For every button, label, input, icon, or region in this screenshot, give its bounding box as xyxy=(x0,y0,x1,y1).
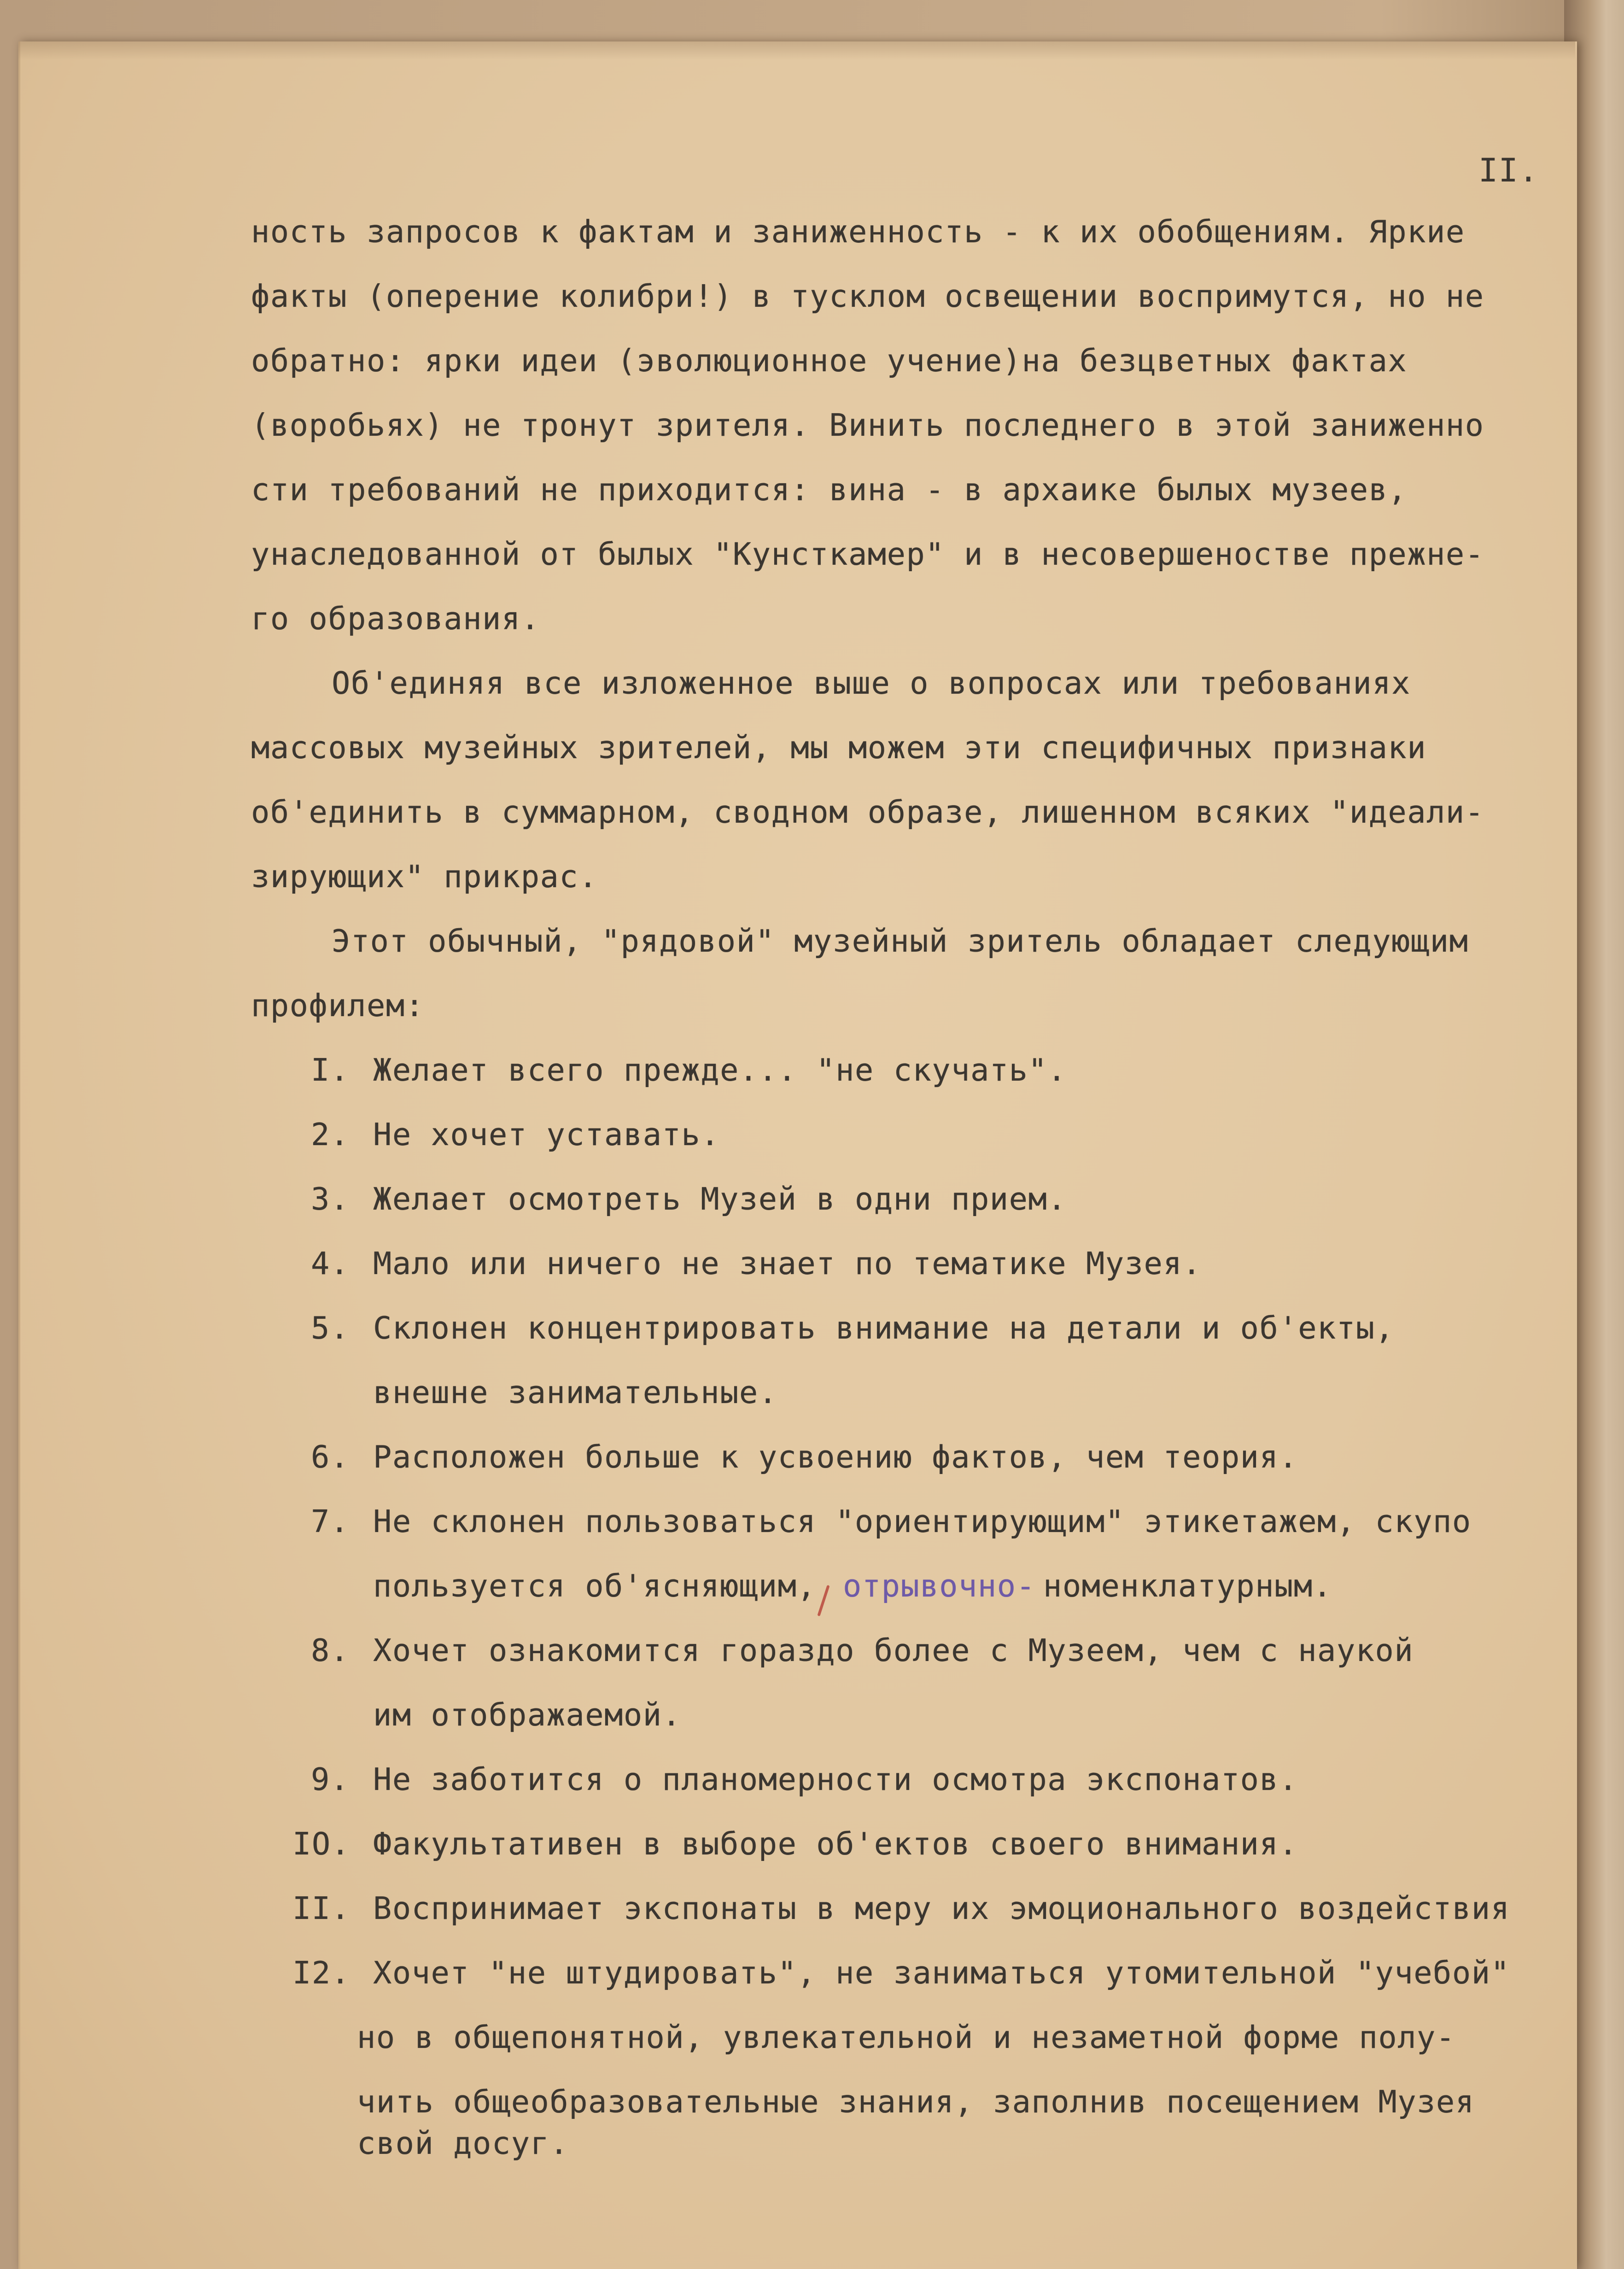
list-item-number: 3. xyxy=(311,1181,350,1217)
list-item-number: 4. xyxy=(311,1246,350,1281)
list-item-text: им отображаемой. xyxy=(373,1697,682,1733)
list-item-text: Расположен больше к усвоению фактов, чем теория. xyxy=(373,1439,1298,1475)
list-item-number: 6. xyxy=(311,1439,350,1475)
paragraph2-line: зирующих" прикрас. xyxy=(251,859,598,895)
paragraph1-line: унаследованной от былых "Кунсткамер" и в несовершеностве прежне- xyxy=(251,536,1484,572)
paragraph2-line: массовых музейных зрителей, мы можем эти специфичных признаки xyxy=(251,730,1427,766)
list-item-text: Склонен концентрировать внимание на детали и об'екты, xyxy=(373,1310,1395,1346)
list-item-text: Не склонен пользоваться "ориентирующим" этикетажем, скупо xyxy=(373,1503,1472,1539)
red-insertion-mark xyxy=(817,1585,830,1616)
paragraph1-line: сти требований не приходится: вина - в архаике былых музеев, xyxy=(251,472,1408,508)
list-item-number: 2. xyxy=(311,1117,350,1152)
page-number: II. xyxy=(1478,152,1539,189)
list-item-text: Не хочет уставать. xyxy=(373,1117,720,1152)
handwritten-insertion: отрывочно- xyxy=(843,1568,1036,1604)
list-item-text: Мало или ничего не знает по тематике Музея. xyxy=(373,1246,1202,1281)
list-item-text: Воспринимает экспонаты в меру их эмоционального воздействия xyxy=(373,1890,1510,1926)
list-item-text: Факультативен в выборе об'ектов своего внимания. xyxy=(373,1826,1298,1862)
list-item-number: 9. xyxy=(311,1761,350,1797)
paragraph1-line: обратно: ярки идеи (эволюционное учение)на безцветных фактах xyxy=(251,343,1408,379)
list-item-number: 7. xyxy=(311,1503,350,1539)
list-item-text: свой досуг. xyxy=(357,2125,569,2161)
list-item-text: пользуется об'ясняющим, xyxy=(373,1568,817,1604)
paragraph2-line: Об'единяя все изложенное выше о вопросах или требованиях xyxy=(332,665,1411,701)
paragraph1-line: ность запросов к фактам и заниженность - к их обобщениям. Яркие xyxy=(251,214,1465,250)
list-item-number: I2. xyxy=(292,1955,351,1991)
paragraph1-line: го образования. xyxy=(251,601,540,637)
paragraph3-line: Этот обычный, "рядовой" музейный зритель обладает следующим xyxy=(332,923,1469,959)
list-item-text: Хочет ознакомится гораздо более с Музеем, чем с наукой xyxy=(373,1632,1414,1668)
list-item-text: Не заботится о планомерности осмотра экспонатов. xyxy=(373,1761,1298,1797)
list-item-text: Хочет "не штудировать", не заниматься утомительной "учебой" xyxy=(373,1955,1510,1991)
paragraph1-line: (воробьях) не тронут зрителя. Винить последнего в этой заниженно xyxy=(251,407,1484,443)
list-item-number: 8. xyxy=(311,1632,350,1668)
list-item-number: IO. xyxy=(292,1826,351,1862)
list-item-text: внешне занимательные. xyxy=(373,1374,778,1410)
list-item-text: Желает всего прежде... "не скучать". xyxy=(373,1052,1067,1088)
list-item-text: Желает осмотреть Музей в одни прием. xyxy=(373,1181,1067,1217)
paragraph1-line: факты (оперение колибри!) в тусклом освещении воспримутся, но не xyxy=(251,278,1484,314)
list-item-text: номенклатурным. xyxy=(1043,1568,1332,1604)
list-item-text: чить общеобразовательные знания, заполнив посещением Музея xyxy=(357,2084,1475,2120)
paragraph2-line: об'единить в суммарном, сводном образе, лишенном всяких "идеали- xyxy=(251,794,1484,830)
paragraph3-line: профилем: xyxy=(251,988,425,1023)
list-item-text: но в общепонятной, увлекательной и незаметной форме полу- xyxy=(357,2019,1455,2055)
list-item-number: 5. xyxy=(311,1310,350,1346)
list-item-number: I. xyxy=(311,1052,350,1088)
list-item-number: II. xyxy=(292,1890,351,1926)
